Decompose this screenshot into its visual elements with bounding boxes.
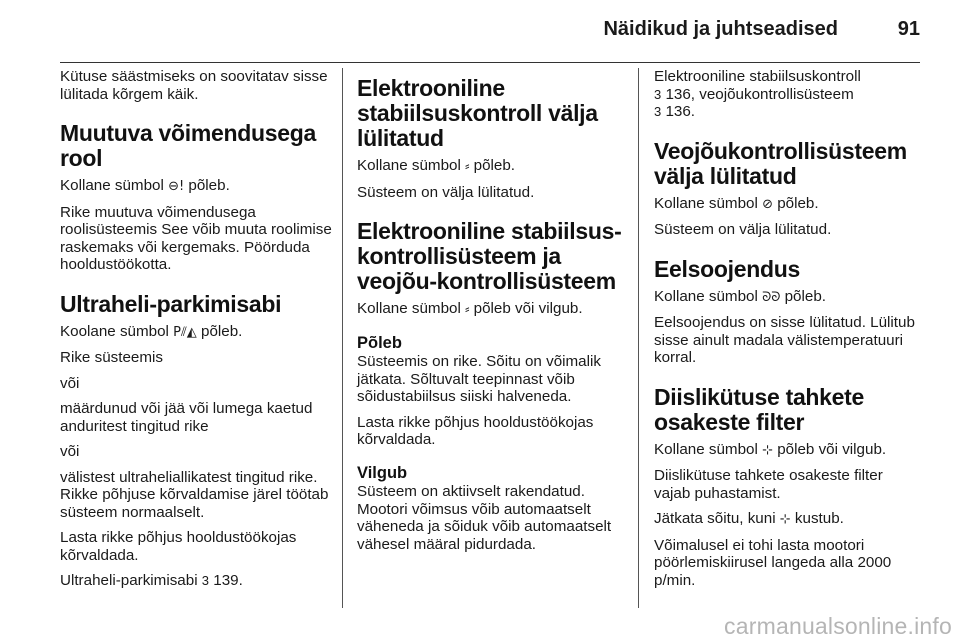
paragraph: määrdunud või jää või lumega kaetud anduritest tingitud rike [60,400,313,435]
paragraph: või [60,374,80,392]
paragraph: Süsteem on välja lülitatud. [357,183,535,201]
subheading-flashing: Vilgub [357,463,408,482]
watermark: carmanualsonline.info [724,613,952,639]
paragraph: Kollane sümbol ⸗ põleb või vilgub. [357,300,583,317]
paragraph: Süsteem on välja lülitatud. [654,221,832,238]
paragraph: Kollane sümbol ⸗ põleb. [357,157,516,174]
diesel-particulate-filter-icon: ⊹ [762,442,773,458]
page-reference-arrow-icon: 3 [654,104,662,119]
section-heading-parking: Ultraheli-parkimisabi [60,290,282,317]
column-divider [342,68,343,608]
page-reference-arrow-icon: 3 [201,573,210,588]
paragraph: või [60,443,80,460]
diesel-particulate-filter-icon: ⊹ [779,512,791,527]
paragraph: Lasta rikke põhjus hooldustöökojas kõrvaldada. [357,413,594,448]
section-heading-tc-off: Veojõukontrollisüsteem välja lülitatud [654,137,907,189]
traction-control-off-icon: ⊘ [762,196,773,212]
column-middle [357,68,629,561]
paragraph: välistest ultraheliallikatest tingitud rike. Rikke põhjuse kõrvaldamise järel töötab süsteem normaalselt. [60,468,329,521]
paragraph: Võimalusel ei tohi lasta mootori pöörlemiskiirusel langeda alla 2000 p/min. [654,536,892,589]
page-reference-arrow-icon: 3 [654,86,662,102]
header-title: Näidikud ja juhtseadised [603,18,838,40]
esc-off-icon: ⸗ [465,159,470,174]
paragraph: Jätkata sõitu, kuni ⊹ kustub. [654,510,844,527]
esc-icon: ⸗ [465,302,470,317]
subheading-on: Põleb [357,333,402,352]
parking-assist-icon: P⫽◭ [173,324,197,340]
section-heading-dpf: Diislikütuse tahkete osakeste filter [654,383,865,435]
paragraph: Süsteem on aktiivselt rakendatud. Mootori võimsus võib automaatselt väheneda ja sõiduk võib automaatselt vähesel määral pidurdada. [357,483,612,553]
paragraph: Kollane sümbol ⊘ põleb. [654,194,819,212]
paragraph: Kollane sümbol ᘐᘐ põleb. [654,287,826,305]
intro-paragraph: Kütuse säästmiseks on soovitatav sisse lülitada kõrgem käik. [60,68,328,103]
paragraph: Rike muutuva võimendusega roolisüsteemis See võib muuta roolimise raskemaks või kergemaks. Pöörduda hooldustöökotta. [60,203,332,273]
paragraph: Süsteemis on rike. Sõitu on võimalik jätkata. Sõltuvalt teepinnast võib sõidustabiilsus siiski halveneda. [357,353,601,405]
paragraph: Eelsoojendus on sisse lülitatud. Lülitub sisse ainult madala välistemperatuuri korral. [654,314,915,366]
page-number: 91 [897,18,920,40]
section-heading-steering: Muutuva võimendusega rool [60,120,316,171]
paragraph: Diislikütuse tahkete osakeste filter vajab puhastamist. [654,467,883,502]
paragraph: Lasta rikke põhjus hooldustöökojas kõrvaldada. [60,529,297,564]
column-left [60,68,332,598]
section-heading-esc-off: Elektrooniline stabiilsuskontroll välja lülitatud [357,75,598,151]
column-divider [638,68,639,608]
paragraph: Kollane sümbol ⊖! põleb. [60,177,230,194]
intro-paragraph: Elektrooniline stabiilsuskontroll 3 136, veojõukontrollisüsteem 3 136. [654,68,861,120]
section-heading-esc-tc: Elektrooniline stabiilsus-kontrollisüsteem ja veojõu-kontrollisüsteem [357,218,622,294]
paragraph: Kollane sümbol ⊹ põleb või vilgub. [654,440,887,458]
page-header [60,0,920,63]
paragraph: Koolane sümbol P⫽◭ põleb. [60,322,243,340]
paragraph: Ultraheli-parkimisabi 3 139. [60,572,243,589]
section-heading-preheating: Eelsoojendus [654,255,800,282]
column-right [654,68,920,597]
glow-plug-icon: ᘐᘐ [762,289,781,305]
paragraph: Rike süsteemis [60,349,163,366]
steering-warning-icon: ⊖! [168,179,185,194]
